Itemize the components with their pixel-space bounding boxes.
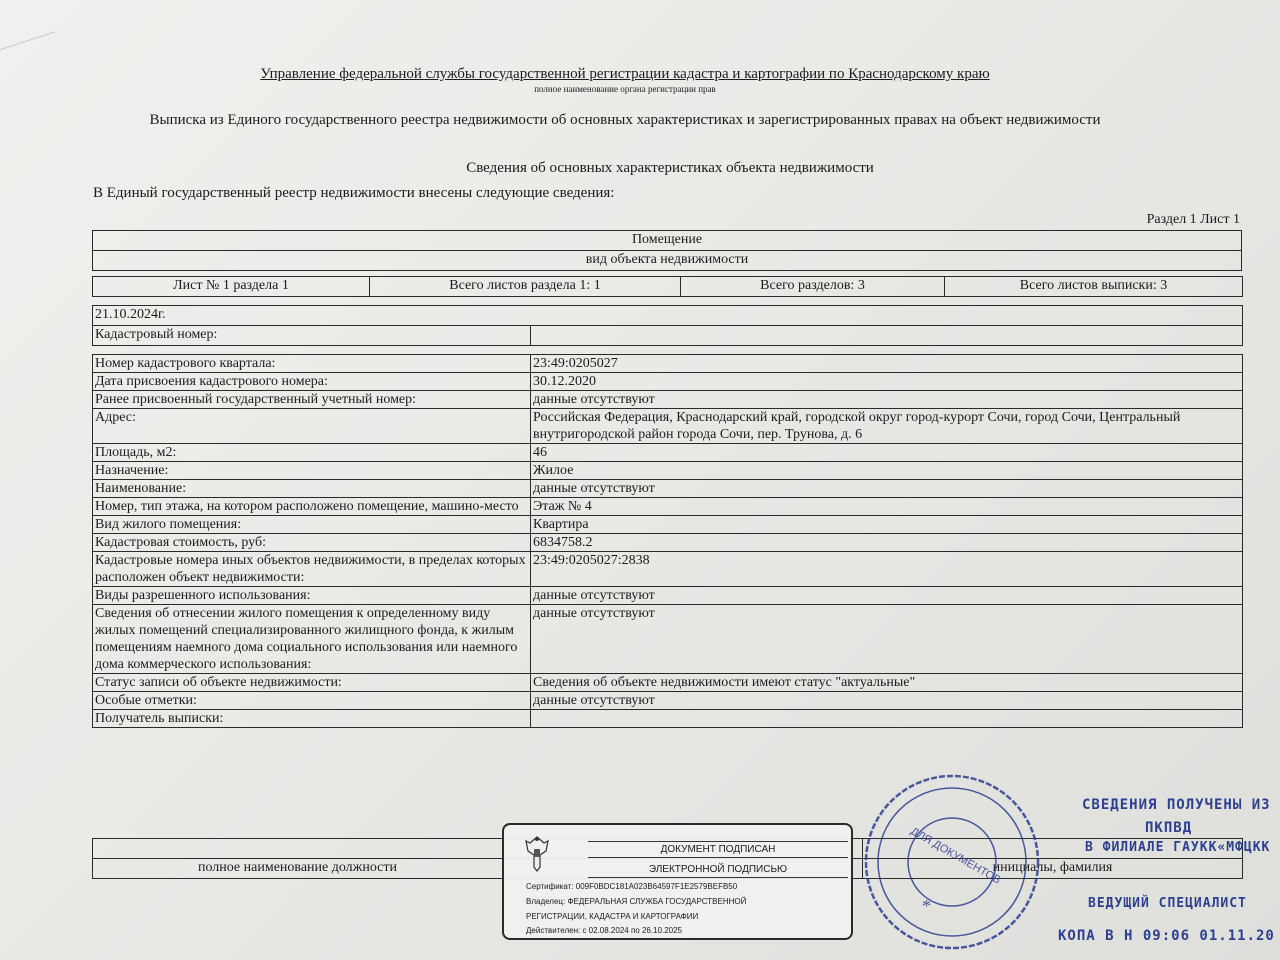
row-key: Номер кадастрового квартала: (93, 355, 531, 373)
coat-of-arms-icon (522, 833, 552, 873)
round-seal-stamp (862, 772, 1042, 952)
row-value (531, 710, 1243, 728)
table-row (93, 587, 1243, 605)
table-row (93, 710, 1243, 728)
row-key: Кадастровая стоимость, руб: (93, 534, 531, 552)
row-value: Сведения об объекте недвижимости имеют статус "актуальные" (531, 674, 1243, 692)
table-row (93, 373, 1243, 391)
table-row (93, 444, 1243, 462)
ecp-owner-2: РЕГИСТРАЦИИ, КАДАСТРА И КАРТОГРАФИИ (526, 912, 699, 921)
table-row (93, 409, 1243, 444)
row-value: 30.12.2020 (531, 373, 1243, 391)
row-key: Наименование: (93, 480, 531, 498)
table-row (93, 552, 1243, 587)
row-value: Квартира (531, 516, 1243, 534)
row-key: Назначение: (93, 462, 531, 480)
ecp-line-1: ДОКУМЕНТ ПОДПИСАН (588, 841, 848, 858)
agency-caption: полное наименование органа регистрации прав (534, 84, 716, 94)
received-note-2: ПКПВД (1145, 820, 1193, 836)
row-value: данные отсутствуют (531, 391, 1243, 409)
row-key: Кадастровые номера иных объектов недвижимости, в пределах которых расположен объект недвижимости: (93, 552, 531, 587)
row-key: Площадь, м2: (93, 444, 531, 462)
stamp-text: ДЛЯ ДОКУМЕНТОВ (908, 825, 1003, 887)
ecp-line-2: ЭЛЕКТРОННОЙ ПОДПИСЬЮ (588, 862, 848, 878)
object-type-caption: вид объекта недвижимости (93, 251, 1242, 271)
document-title: Выписка из Единого государственного реестра недвижимости об основных характеристиках и зарегистрированных правах на объект недвижимости (149, 112, 1101, 128)
ecp-owner-1: Владелец: ФЕДЕРАЛЬНАЯ СЛУЖБА ГОСУДАРСТВЕННОЙ (526, 897, 747, 906)
row-key: Адрес: (93, 409, 531, 444)
row-key: Сведения об отнесении жилого помещения к определенному виду жилых помещений специализированного жилищного фонда, к жилым помещениям наемного дома социального использования или наемного дома коммерческого использования: (93, 605, 531, 674)
row-key: Номер, тип этажа, на котором расположено помещение, машино-место (93, 498, 531, 516)
table-row (93, 605, 1243, 674)
name-caption: инициалы, фамилия (863, 859, 1243, 879)
cadastral-number-label: Кадастровый номер: (93, 326, 531, 346)
agency-name: Управление федеральной службы государственной регистрации кадастра и картографии по Краснодарскому краю (260, 66, 990, 82)
row-key: Получатель выписки: (93, 710, 531, 728)
row-value: Жилое (531, 462, 1243, 480)
table-row (93, 462, 1243, 480)
position-caption: полное наименование должности (93, 859, 503, 879)
row-value: Российская Федерация, Краснодарский край, городской округ город-курорт Сочи, город Сочи, Центральный внутригородской район города Сочи, пер. Трунова, д. 6 (531, 409, 1243, 444)
row-key: Ранее присвоенный государственный учетный номер: (93, 391, 531, 409)
paper-fold (0, 31, 62, 70)
row-key: Виды разрешенного использования: (93, 587, 531, 605)
table-row (93, 674, 1243, 692)
stamp-asterisk: * (922, 896, 931, 916)
intro-text: В Единый государственный реестр недвижимости внесены следующие сведения: (93, 185, 615, 201)
sheets-in-section: Всего листов раздела 1: 1 (370, 277, 681, 297)
received-note-5: КОПА В Н 09:06 01.11.20 (1058, 928, 1275, 944)
table-row (93, 355, 1243, 373)
table-row (93, 480, 1243, 498)
document-subtitle: Сведения об основных характеристиках объекта недвижимости (466, 160, 874, 176)
sheets-total: Всего листов выписки: 3 (945, 277, 1243, 297)
row-value: данные отсутствуют (531, 587, 1243, 605)
sheet-number: Лист № 1 раздела 1 (93, 277, 370, 297)
date-table (92, 305, 1243, 346)
ecp-certificate: Сертификат: 009F0BDC181A023B64597F1E2579BEFB50 (526, 882, 738, 891)
object-type: Помещение (93, 231, 1242, 251)
received-note-3: В ФИЛИАЛЕ ГАУКК«МФЦКК (1085, 840, 1271, 855)
table-row (93, 516, 1243, 534)
received-note-4: ВЕДУЩИЙ СПЕЦИАЛИСТ (1088, 896, 1247, 911)
table-row (93, 692, 1243, 710)
ecp-validity: Действителен: с 02.08.2024 по 26.10.2025 (526, 926, 682, 935)
extract-date: 21.10.2024г. (93, 306, 1243, 326)
table-row (93, 534, 1243, 552)
position-field (93, 839, 503, 859)
object-type-table (92, 230, 1242, 271)
row-value: данные отсутствуют (531, 692, 1243, 710)
row-value: 46 (531, 444, 1243, 462)
cadastral-number-value (531, 326, 1243, 346)
received-note-1: СВЕДЕНИЯ ПОЛУЧЕНЫ ИЗ (1082, 797, 1271, 813)
row-value: данные отсутствуют (531, 605, 1243, 674)
electronic-signature-stamp (502, 823, 853, 940)
sheets-info-table (92, 276, 1243, 297)
row-value: 23:49:0205027:2838 (531, 552, 1243, 587)
row-key: Вид жилого помещения: (93, 516, 531, 534)
row-value: Этаж № 4 (531, 498, 1243, 516)
row-value: данные отсутствуют (531, 480, 1243, 498)
row-key: Особые отметки: (93, 692, 531, 710)
table-row (93, 498, 1243, 516)
sections-total: Всего разделов: 3 (681, 277, 945, 297)
table-row (93, 391, 1243, 409)
characteristics-table (92, 354, 1243, 728)
row-value: 6834758.2 (531, 534, 1243, 552)
section-reference: Раздел 1 Лист 1 (1146, 212, 1240, 227)
row-value: 23:49:0205027 (531, 355, 1243, 373)
row-key: Дата присвоения кадастрового номера: (93, 373, 531, 391)
row-key: Статус записи об объекте недвижимости: (93, 674, 531, 692)
